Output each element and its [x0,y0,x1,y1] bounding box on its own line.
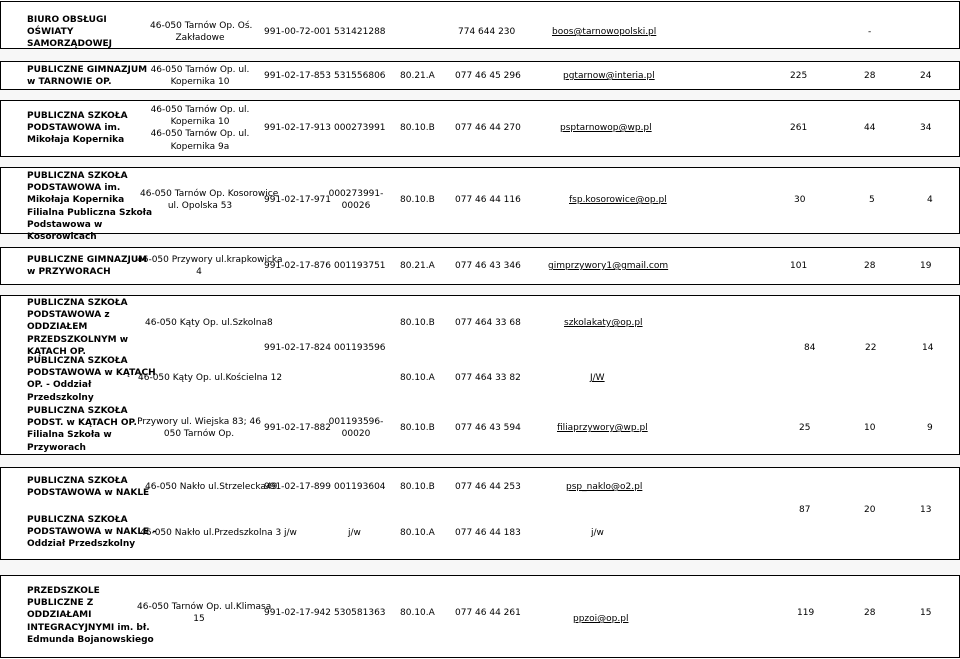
count-2: 10 [864,423,876,433]
email-link[interactable]: filiaprzywory@wp.pl [557,423,648,433]
row-separator [0,157,960,167]
phone: 077 46 43 346 [455,261,521,271]
institution-name: PUBLICZNA SZKOŁA PODST. w KĄTACH OP. Filialna Szkoła w Przyworach [27,406,137,453]
dash: - [868,27,872,37]
count-1: 87 [799,505,811,515]
count-3: 15 [920,608,932,618]
row-separator [0,455,960,467]
pkd-code: 80.10.B [400,482,435,492]
pkd-code: 80.21.A [400,71,435,81]
count-3: 34 [920,123,932,133]
phone: 077 46 44 183 [455,528,521,538]
nip: 000273991 [334,123,386,133]
count-2: 28 [864,261,876,271]
institution-name: PUBLICZNA SZKOŁA PODSTAWOWA w KĄTACH OP. - Oddział Przedszkolny [27,356,156,403]
count-2: 28 [864,71,876,81]
count-3: 9 [927,423,933,433]
phone: 077 46 44 116 [455,195,521,205]
address: 46-050 Tarnów Op. ul.Klimasa 15 [137,602,272,625]
institution-name: PUBLICZNA SZKOŁA PODSTAWOWA im. Mikołaja Kopernika [27,111,128,146]
institution-name: PUBLICZNA SZKOŁA PODSTAWOWA w NAKLE [27,476,150,499]
regon: 991-02-17-882 [264,423,332,433]
address: 46-050 Kąty Op. ul.Kościelna 12 [138,373,283,383]
count-2: 22 [865,343,877,353]
regon: 991-02-17-876 [264,261,332,271]
institution-name: PRZEDSZKOLE PUBLICZNE Z ODDZIAŁAMI INTEGRACYJNYMI im. bł. Edmunda Bojanowskiego [27,586,154,645]
row-separator [0,285,960,295]
regon: 991-00-72-001 [264,27,332,37]
email-link[interactable]: gimprzywory1@gmail.com [548,261,669,271]
count-1: 84 [804,343,816,353]
nip: 531421288 [334,27,386,37]
nip: 531556806 [334,71,386,81]
count-3: 13 [920,505,932,515]
institution-name: PUBLICZNA SZKOŁA PODSTAWOWA w NAKLE - Oddział Przedszkolny [27,515,157,550]
pkd-code: 80.10.B [400,318,435,328]
phone: 077 464 33 68 [455,318,521,328]
regon: 991-02-17-899 [264,482,332,492]
phone: 774 644 230 [458,27,516,37]
address: 46-050 Tarnów Op. ul. Kopernika 10 [150,65,250,88]
count-2: 5 [869,195,875,205]
phone: 077 46 43 594 [455,423,521,433]
count-3: 4 [927,195,933,205]
regon: 991-02-17-942 [264,608,332,618]
pkd-code: 80.10.A [400,528,435,538]
email-link[interactable]: psp_naklo@o2.pl [566,482,643,492]
nip: 001193604 [334,482,386,492]
count-3: 14 [922,343,934,353]
institution-name: BIURO OBSŁUGI OŚWIATY SAMORZĄDOWEJ [27,15,113,50]
pkd-code: 80.10.B [400,423,435,433]
pkd-code: 80.10.B [400,195,435,205]
table-row [0,1,960,49]
address: 46-050 Tarnów Op. Kosorowice ul. Opolska 53 [140,189,279,212]
regon: 991-02-17-913 [264,123,332,133]
count-3: 19 [920,261,932,271]
nip: 001193596 [334,343,386,353]
count-1: 101 [790,261,808,271]
email-link[interactable]: boos@tarnowopolski.pl [552,27,657,37]
phone: 077 46 44 261 [455,608,521,618]
row-separator [0,90,960,100]
nip: 000273991- 00026 [328,189,384,212]
pkd-code: 80.10.B [400,123,435,133]
row-separator [0,560,960,575]
regon: 991-02-17-971 [264,195,332,205]
address: 46-050 Tarnów Op. ul. Kopernika 10 46-050 Tarnów Op. ul. Kopernika 9a [150,105,250,152]
email-link[interactable]: psptarnowop@wp.pl [560,123,652,133]
nip: 001193596- 00020 [328,417,384,440]
count-2: 44 [864,123,876,133]
count-2: 20 [864,505,876,515]
institution-name: PUBLICZNA SZKOŁA PODSTAWOWA z ODDZIAŁEM PRZEDSZKOLNYM w KĄTACH OP. [27,298,129,357]
address: Przywory ul. Wiejska 83; 46 050 Tarnów Op. [137,417,261,440]
phone: 077 46 45 296 [455,71,521,81]
count-1: 30 [794,195,806,205]
institution-name: PUBLICZNE GIMNAZJUM w TARNOWIE OP. [27,65,148,88]
row-separator [0,49,960,61]
address: 46-050 Nakło ul.Przedszkolna 3 [140,528,282,538]
pkd-code: 80.21.A [400,261,435,271]
phone: 077 46 44 270 [455,123,521,133]
count-1: 261 [790,123,808,133]
regon: 991-02-17-853 [264,71,332,81]
regon: 991-02-17-824 [264,343,332,353]
address: 46-050 Przywory ul.krapkowicka 4 [137,255,283,278]
institution-name: PUBLICZNA SZKOŁA PODSTAWOWA im. Mikołaja Kopernika Filialna Publiczna Szkoła Podstawowa w Kosorowicach [27,171,153,243]
phone: 077 464 33 82 [455,373,521,383]
email-link[interactable]: ppzoi@op.pl [573,614,629,624]
count-1: 119 [797,608,815,618]
email-same: j/w [591,528,604,538]
address: 46-050 Kąty Op. ul.Szkolna8 [145,318,273,328]
count-1: 25 [799,423,811,433]
address: 46-050 Tarnów Op. Oś. Zakładowe [150,21,253,44]
pkd-code: 80.10.A [400,373,435,383]
phone: 077 46 44 253 [455,482,521,492]
nip: j/w [348,528,361,538]
nip: 530581363 [334,608,386,618]
nip: 001193751 [334,261,386,271]
email-link[interactable]: szkolakaty@op.pl [564,318,643,328]
address: 46-050 Nakło ul.Strzelecka49 [145,482,278,492]
pkd-code: 80.10.A [400,608,435,618]
count-1: 225 [790,71,808,81]
email-link[interactable]: pgtarnow@interia.pl [563,71,655,81]
institution-name: PUBLICZNE GIMNAZJUM w PRZYWORACH [27,255,148,278]
count-2: 28 [864,608,876,618]
email-link[interactable]: fsp.kosorowice@op.pl [569,195,667,205]
regon: j/w [284,528,297,538]
email-same: J/W [590,373,605,383]
count-3: 24 [920,71,932,81]
